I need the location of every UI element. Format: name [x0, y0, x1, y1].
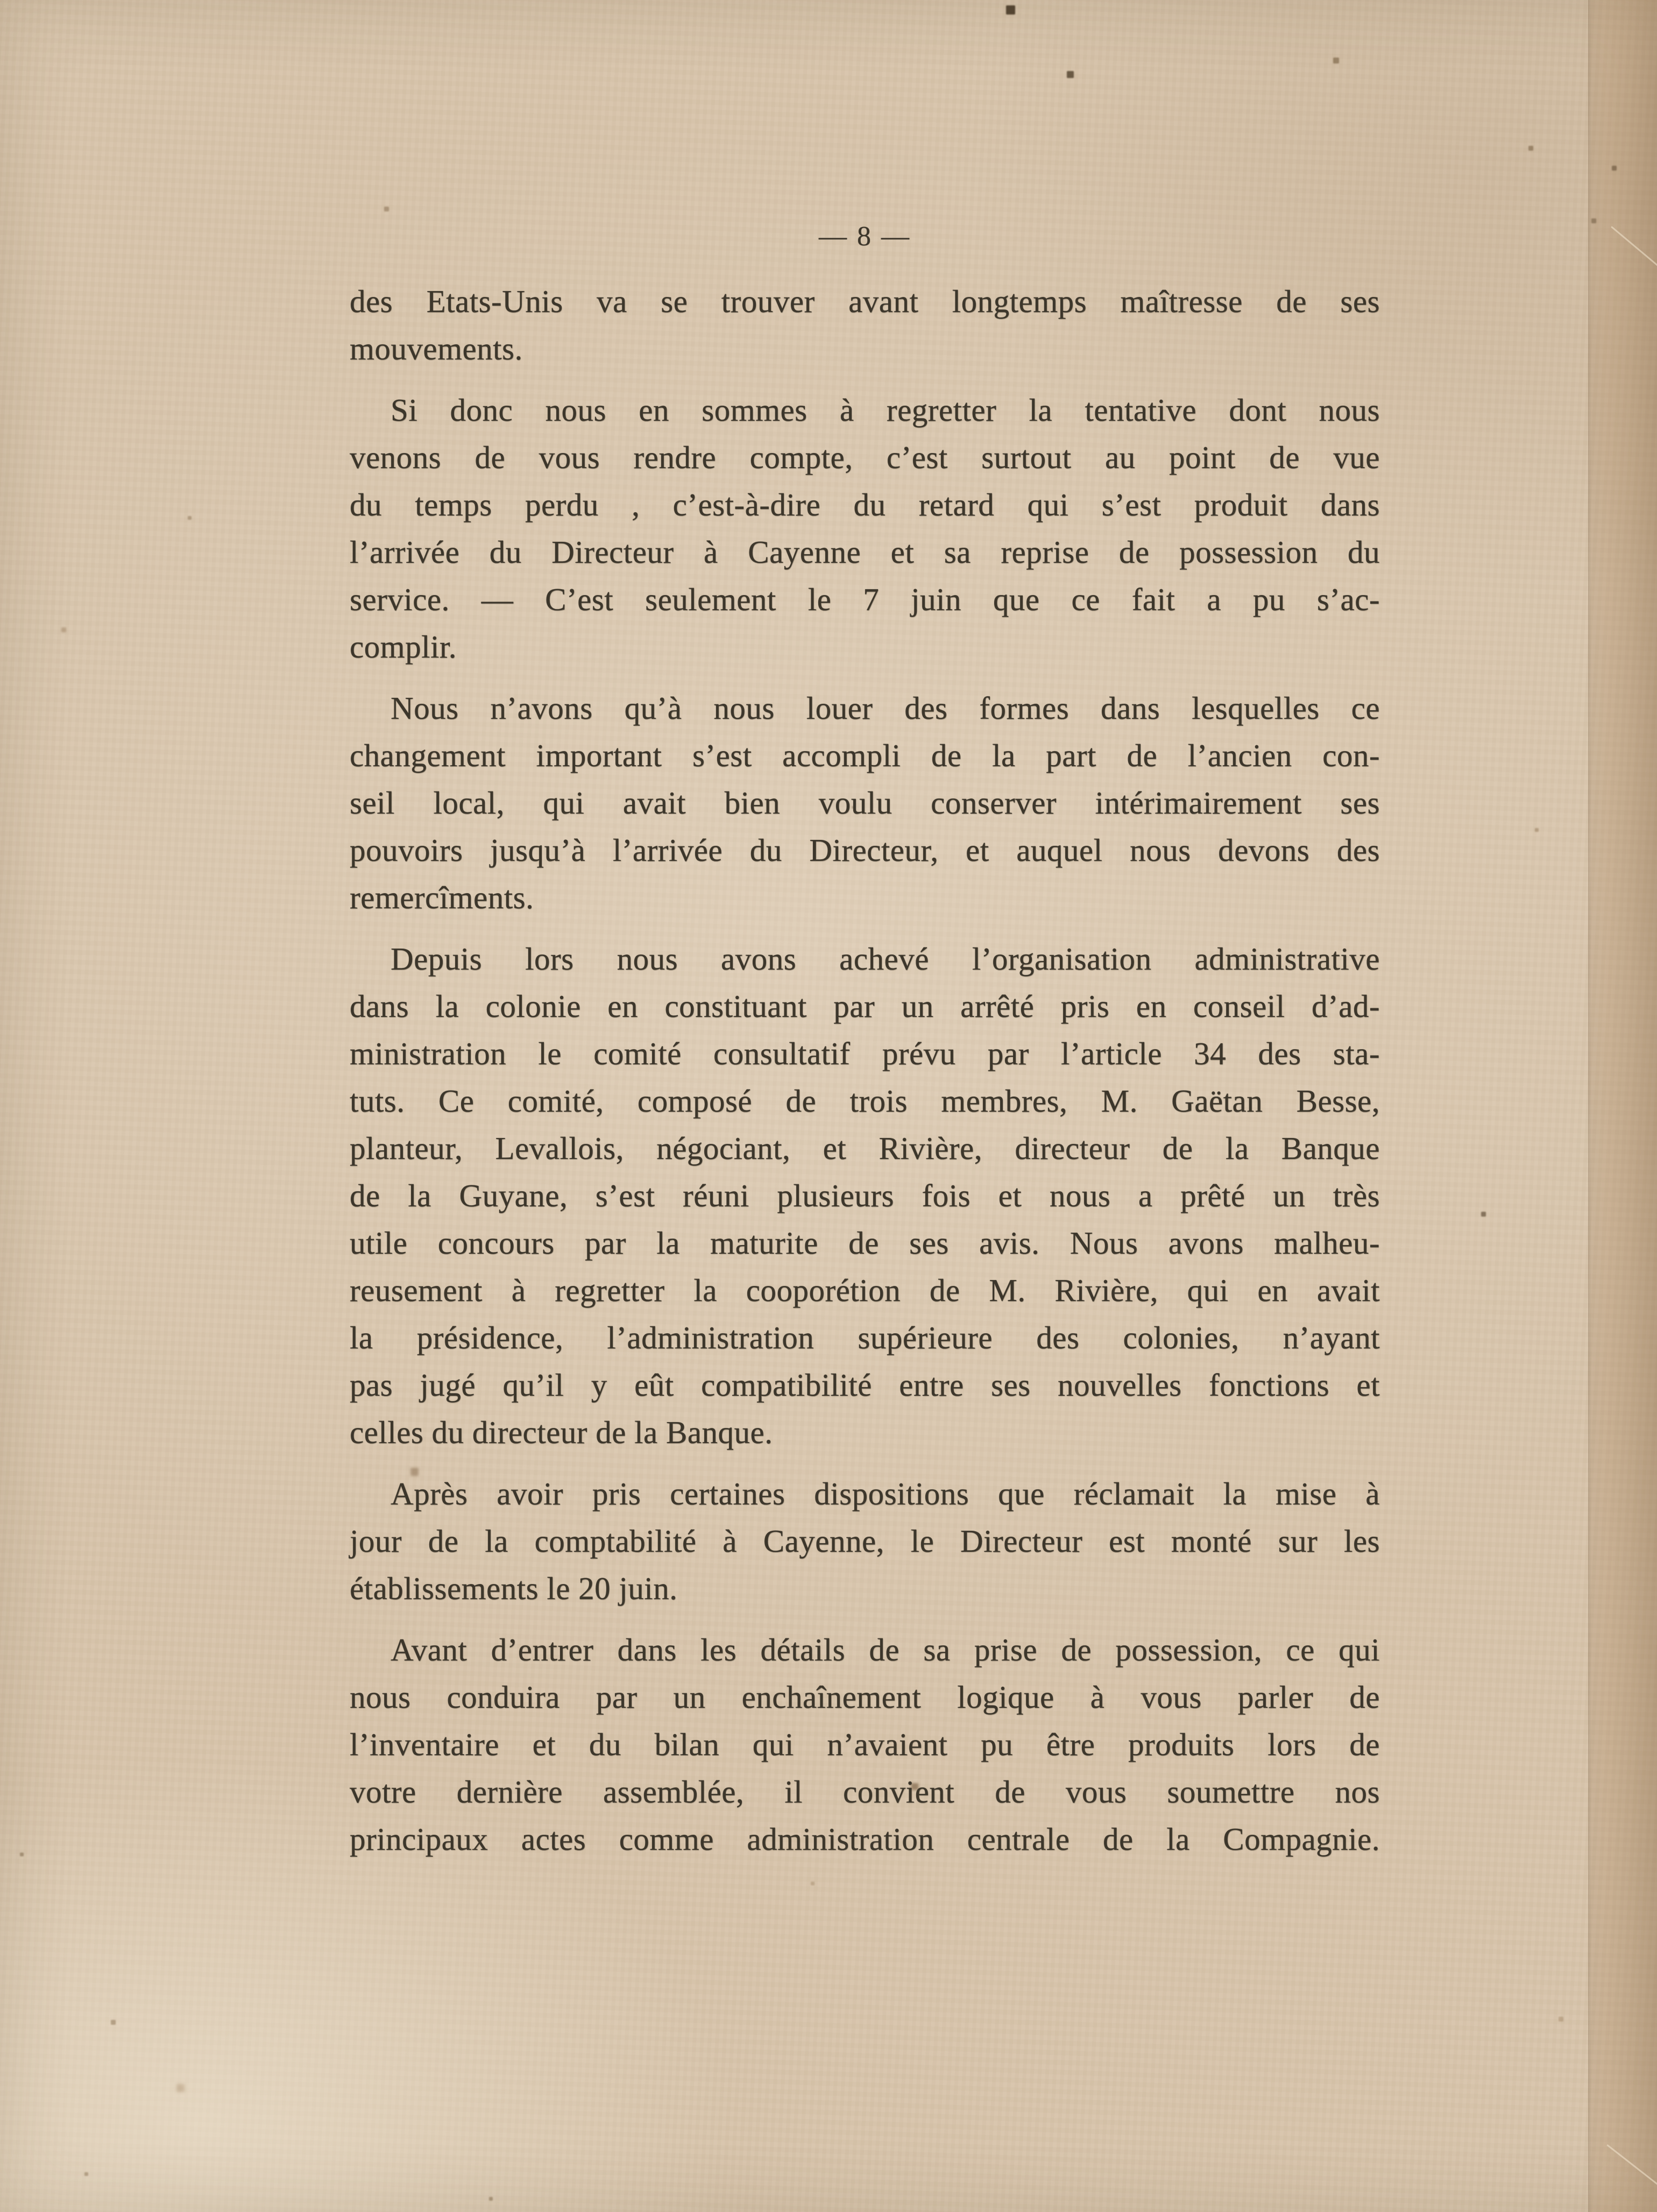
paragraph	[350, 278, 1380, 372]
text-line: utile concours par la maturite de ses avis. Nous avons malheu-	[350, 1225, 1380, 1261]
text-line: nous conduira par un enchaînement logique à vous parler de	[350, 1679, 1380, 1715]
text-line: principaux actes comme administration centrale de la Compagnie.	[350, 1821, 1380, 1857]
page-number: — 8 —	[819, 221, 911, 252]
text-line: de la Guyane, s’est réuni plusieurs fois et nous a prêté un très	[350, 1178, 1380, 1213]
text-line: Depuis lors nous avons achevé l’organisation administrative	[391, 941, 1380, 977]
text-line: jour de la comptabilité à Cayenne, le Directeur est monté sur les	[350, 1523, 1380, 1559]
text-line: du temps perdu , c’est-à-dire du retard qui s’est produit dans	[350, 487, 1380, 522]
text-line: votre dernière assemblée, il convient de vous soumettre nos	[350, 1774, 1380, 1810]
foxing-spots	[0, 0, 1, 1]
text-line: remercîments.	[350, 880, 534, 915]
text-line: changement important s’est accompli de la part de l’ancien con-	[350, 738, 1380, 773]
text-line: ministration le comité consultatif prévu par l’article 34 des sta-	[350, 1036, 1380, 1071]
text-line: des Etats-Unis va se trouver avant longtemps maîtresse de ses	[350, 284, 1380, 319]
text-line: l’arrivée du Directeur à Cayenne et sa reprise de possession du	[350, 534, 1380, 570]
paragraph	[350, 386, 1380, 670]
text-line: planteur, Levallois, négociant, et Rivière, directeur de la Banque	[350, 1130, 1380, 1166]
text-line: celles du directeur de la Banque.	[350, 1415, 773, 1450]
text-line: tuts. Ce comité, composé de trois membres, M. Gaëtan Besse,	[350, 1083, 1380, 1119]
paragraph	[350, 1470, 1380, 1612]
text-line: Après avoir pris certaines dispositions que réclamait la mise à	[391, 1476, 1380, 1511]
text-line: la présidence, l’administration supérieure des colonies, n’ayant	[350, 1320, 1380, 1355]
text-line: Si donc nous en sommes à regretter la tentative dont nous	[391, 392, 1380, 428]
paragraph	[350, 684, 1380, 921]
paragraph	[350, 935, 1380, 1456]
text-block	[350, 278, 1380, 1863]
text-line: Avant d’entrer dans les détails de sa prise de possession, ce qui	[391, 1632, 1380, 1667]
paragraph	[350, 1626, 1380, 1863]
text-line: service. — C’est seulement le 7 juin que ce fait a pu s’ac-	[350, 582, 1380, 617]
text-line: seil local, qui avait bien voulu conserver intérimairement ses	[350, 785, 1380, 821]
text-line: pas jugé qu’il y eût compatibilité entre ses nouvelles fonctions et	[350, 1367, 1380, 1403]
page-content	[350, 220, 1380, 1877]
text-line: établissements le 20 juin.	[350, 1571, 678, 1606]
text-line: Nous n’avons qu’à nous louer des formes dans lesquelles ce	[391, 690, 1380, 726]
text-line: reusement à regretter la cooporétion de M. Rivière, qui en avait	[350, 1273, 1380, 1308]
text-line: pouvoirs jusqu’à l’arrivée du Directeur, et auquel nous devons des	[350, 832, 1380, 868]
page-edge-crease	[1588, 0, 1657, 2212]
text-line: venons de vous rendre compte, c’est surtout au point de vue	[350, 440, 1380, 475]
text-line: complir.	[350, 629, 457, 665]
text-line: mouvements.	[350, 331, 523, 366]
text-line: dans la colonie en constituant par un arrêté pris en conseil d’ad-	[350, 988, 1380, 1024]
text-line: l’inventaire et du bilan qui n’avaient pu être produits lors de	[350, 1727, 1380, 1762]
